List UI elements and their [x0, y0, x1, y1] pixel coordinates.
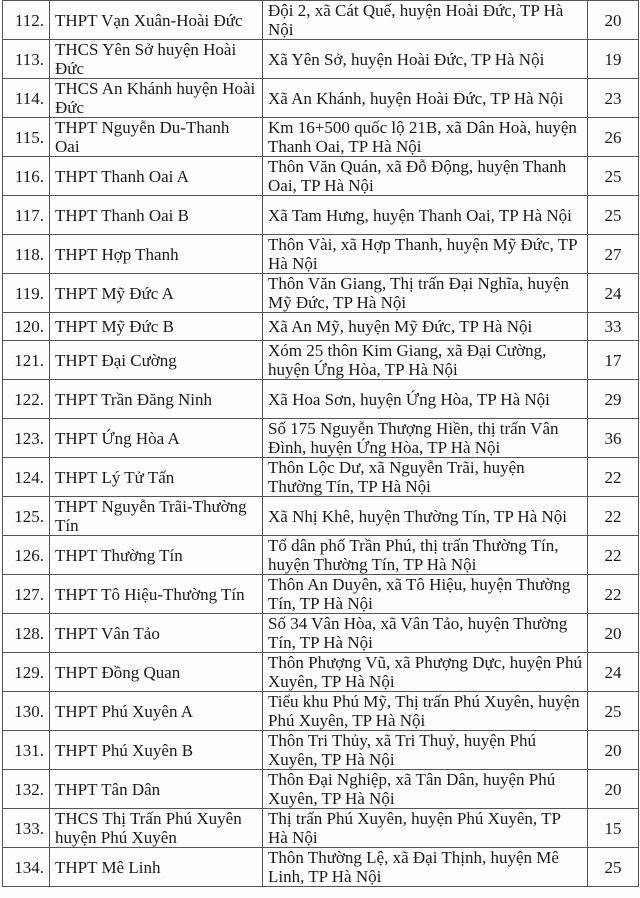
table-row [3, 1, 639, 40]
school-address: Tổ dân phố Trần Phú, thị trấn Thường Tín, huyện Thường Tín, TP Hà Nội [263, 536, 588, 575]
table-row [3, 235, 639, 274]
school-address: Xã Yên Sở, huyện Hoài Đức, TP Hà Nội [263, 40, 588, 79]
row-number: 129. [3, 653, 50, 692]
table-row [3, 157, 639, 196]
row-number: 113. [3, 40, 50, 79]
quota-count: 20 [588, 1, 639, 40]
school-address: Thôn An Duyên, xã Tô Hiệu, huyện Thường Tín, TP Hà Nội [263, 575, 588, 614]
quota-count: 29 [588, 380, 639, 419]
table-row [3, 614, 639, 653]
school-address: Thôn Vài, xã Hợp Thanh, huyện Mỹ Đức, TP Hà Nội [263, 235, 588, 274]
quota-count: 27 [588, 235, 639, 274]
quota-count: 22 [588, 536, 639, 575]
school-name: THCS Thị Trấn Phú Xuyên huyện Phú Xuyên [50, 809, 263, 848]
school-name: THCS Yên Sở huyện Hoài Đức [50, 40, 263, 79]
row-number: 114. [3, 79, 50, 118]
row-number: 124. [3, 458, 50, 497]
school-name: THPT Thanh Oai B [50, 196, 263, 235]
row-number: 134. [3, 848, 50, 887]
row-number: 126. [3, 536, 50, 575]
quota-count: 20 [588, 770, 639, 809]
school-address: Thôn Đại Nghiệp, xã Tân Dân, huyện Phú Xuyên, TP Hà Nội [263, 770, 588, 809]
school-name: THPT Thanh Oai A [50, 157, 263, 196]
table-row [3, 341, 639, 380]
row-number: 127. [3, 575, 50, 614]
school-address: Xóm 25 thôn Kim Giang, xã Đại Cường, huyện Ứng Hòa, TP Hà Nội [263, 341, 588, 380]
school-name: THPT Phú Xuyên A [50, 692, 263, 731]
school-address: Đội 2, xã Cát Quế, huyện Hoài Đức, TP Hà Nội [263, 1, 588, 40]
table-row [3, 731, 639, 770]
school-name: THPT Mê Linh [50, 848, 263, 887]
school-name: THPT Nguyễn Trãi-Thường Tín [50, 497, 263, 536]
table-row [3, 40, 639, 79]
school-address: Thôn Lộc Dư, xã Nguyễn Trãi, huyện Thường Tín, TP Hà Nội [263, 458, 588, 497]
school-address: Xã Hoa Sơn, huyện Ứng Hòa, TP Hà Nội [263, 380, 588, 419]
quota-count: 19 [588, 40, 639, 79]
school-address: Xã An Mỹ, huyện Mỹ Đức, TP Hà Nội [263, 313, 588, 341]
row-number: 125. [3, 497, 50, 536]
school-table [2, 0, 639, 887]
table-row [3, 809, 639, 848]
quota-count: 20 [588, 731, 639, 770]
table-row [3, 313, 639, 341]
table-row [3, 692, 639, 731]
row-number: 117. [3, 196, 50, 235]
quota-count: 23 [588, 79, 639, 118]
row-number: 133. [3, 809, 50, 848]
school-address: Thôn Văn Giang, Thị trấn Đại Nghĩa, huyện Mỹ Đức, TP Hà Nội [263, 274, 588, 313]
quota-count: 33 [588, 313, 639, 341]
quota-count: 26 [588, 118, 639, 157]
table-row [3, 575, 639, 614]
quota-count: 17 [588, 341, 639, 380]
school-name: THPT Tân Dân [50, 770, 263, 809]
row-number: 116. [3, 157, 50, 196]
school-name: THPT Hợp Thanh [50, 235, 263, 274]
quota-count: 36 [588, 419, 639, 458]
school-address: Xã An Khánh, huyện Hoài Đức, TP Hà Nội [263, 79, 588, 118]
quota-count: 22 [588, 497, 639, 536]
school-name: THPT Mỹ Đức A [50, 274, 263, 313]
table-row [3, 458, 639, 497]
school-address: Thôn Phượng Vũ, xã Phượng Dực, huyện Phú Xuyên, TP Hà Nội [263, 653, 588, 692]
school-name: THPT Đại Cường [50, 341, 263, 380]
table-row [3, 848, 639, 887]
row-number: 128. [3, 614, 50, 653]
school-name: THPT Ứng Hòa A [50, 419, 263, 458]
row-number: 123. [3, 419, 50, 458]
quota-count: 22 [588, 458, 639, 497]
table-row [3, 497, 639, 536]
school-address: Thị trấn Phú Xuyên, huyện Phú Xuyên, TP Hà Nội [263, 809, 588, 848]
quota-count: 25 [588, 196, 639, 235]
quota-count: 25 [588, 157, 639, 196]
table-row [3, 419, 639, 458]
school-address: Thôn Tri Thủy, xã Tri Thuỷ, huyện Phú Xuyên, TP Hà Nội [263, 731, 588, 770]
row-number: 131. [3, 731, 50, 770]
school-name: THPT Thường Tín [50, 536, 263, 575]
school-address: Tiểu khu Phú Mỹ, Thị trấn Phú Xuyên, huyện Phú Xuyên, TP Hà Nội [263, 692, 588, 731]
school-address: Thôn Văn Quán, xã Đỗ Động, huyện Thanh Oai, TP Hà Nội [263, 157, 588, 196]
school-name: THPT Đồng Quan [50, 653, 263, 692]
school-name: THPT Tô Hiệu-Thường Tín [50, 575, 263, 614]
quota-count: 24 [588, 274, 639, 313]
row-number: 130. [3, 692, 50, 731]
row-number: 120. [3, 313, 50, 341]
quota-count: 24 [588, 653, 639, 692]
school-address: Số 175 Nguyễn Thượng Hiền, thị trấn Vân Đình, huyện Ứng Hòa, TP Hà Nội [263, 419, 588, 458]
row-number: 122. [3, 380, 50, 419]
table-row [3, 79, 639, 118]
school-address: Xã Tam Hưng, huyện Thanh Oai, TP Hà Nội [263, 196, 588, 235]
school-name: THPT Vân Tảo [50, 614, 263, 653]
row-number: 118. [3, 235, 50, 274]
table-row [3, 770, 639, 809]
row-number: 112. [3, 1, 50, 40]
school-table-body [3, 1, 639, 887]
school-name: THPT Trần Đăng Ninh [50, 380, 263, 419]
school-name: THPT Mỹ Đức B [50, 313, 263, 341]
quota-count: 22 [588, 575, 639, 614]
table-row [3, 380, 639, 419]
school-name: THPT Phú Xuyên B [50, 731, 263, 770]
row-number: 121. [3, 341, 50, 380]
school-address: Km 16+500 quốc lộ 21B, xã Dân Hoà, huyện Thanh Oai, TP Hà Nội [263, 118, 588, 157]
table-row [3, 653, 639, 692]
row-number: 115. [3, 118, 50, 157]
school-name: THPT Lý Tử Tấn [50, 458, 263, 497]
table-row [3, 118, 639, 157]
quota-count: 20 [588, 614, 639, 653]
school-address: Thôn Thường Lệ, xã Đại Thịnh, huyện Mê Linh, TP Hà Nội [263, 848, 588, 887]
school-name: THCS An Khánh huyện Hoài Đức [50, 79, 263, 118]
table-row [3, 196, 639, 235]
quota-count: 25 [588, 848, 639, 887]
row-number: 119. [3, 274, 50, 313]
school-name: THPT Vạn Xuân-Hoài Đức [50, 1, 263, 40]
quota-count: 15 [588, 809, 639, 848]
table-row [3, 274, 639, 313]
table-row [3, 536, 639, 575]
quota-count: 25 [588, 692, 639, 731]
school-name: THPT Nguyễn Du-Thanh Oai [50, 118, 263, 157]
school-address: Xã Nhị Khê, huyện Thường Tín, TP Hà Nội [263, 497, 588, 536]
school-address: Số 34 Vân Hòa, xã Vân Tảo, huyện Thường Tín, TP Hà Nội [263, 614, 588, 653]
row-number: 132. [3, 770, 50, 809]
